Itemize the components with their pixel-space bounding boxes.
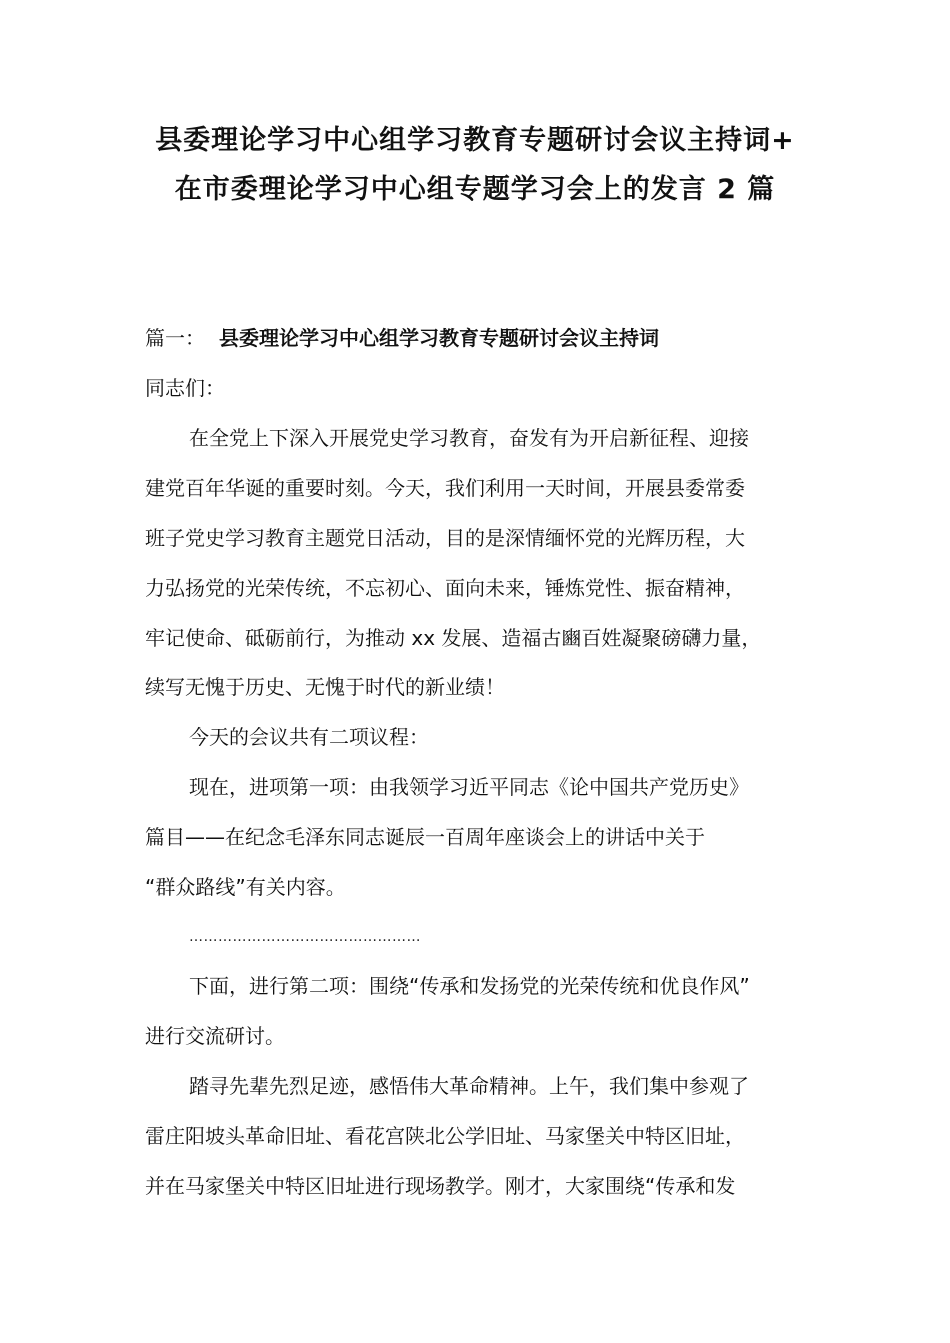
paragraph-line: 进行交流研讨。 [145, 1024, 285, 1048]
paragraph-line: 下面，进行第二项：围绕“传承和发扬党的光荣传统和优良作风” [189, 974, 750, 998]
paragraph-line: 力弘扬党的光荣传统，不忘初心、面向未来，锤炼党性、振奋精神， [145, 576, 745, 600]
section-title: 县委理论学习中心组学习教育专题研讨会议主持词 [219, 326, 659, 350]
paragraph-line: 雷庄阳坡头革命旧址、看花宫陕北公学旧址、马家堡关中特区旧址， [145, 1124, 745, 1148]
ellipsis-separator: ………………………………………… [189, 929, 421, 945]
paragraph-line: 踏寻先辈先烈足迹，感悟伟大革命精神。上午，我们集中参观了 [189, 1074, 749, 1098]
salutation: 同志们： [145, 376, 225, 400]
paragraph-line: 续写无愧于历史、无愧于时代的新业绩！ [145, 675, 505, 699]
paragraph-line: 建党百年华诞的重要时刻。今天，我们利用一天时间，开展县委常委 [145, 476, 745, 500]
paragraph-line: “群众路线”有关内容。 [145, 875, 346, 899]
paragraph-line: 篇目——在纪念毛泽东同志诞辰一百周年座谈会上的讲话中关于 [145, 825, 705, 849]
document-title-line-1: 县委理论学习中心组学习教育专题研讨会议主持词+ [155, 125, 795, 156]
paragraph-line: 并在马家堡关中特区旧址进行现场教学。刚才，大家围绕“传承和发 [145, 1174, 736, 1198]
paragraph-line: 牢记使命、砥砺前行，为推动 xx 发展、造福古豳百姓凝聚磅礴力量， [145, 626, 762, 650]
section-heading [145, 322, 825, 354]
section-label: 篇一： [145, 326, 205, 350]
paragraph-line: 在全党上下深入开展党史学习教育，奋发有为开启新征程、迎接 [189, 426, 749, 450]
document-title-line-2: 在市委理论学习中心组专题学习会上的发言 2 篇 [174, 174, 776, 205]
paragraph-line: 现在，进项第一项：由我领学习近平同志《论中国共产党历史》 [189, 775, 749, 799]
paragraph-line: 今天的会议共有二项议程： [189, 725, 429, 749]
paragraph-line: 班子党史学习教育主题党日活动，目的是深情缅怀党的光辉历程，大 [145, 526, 745, 550]
